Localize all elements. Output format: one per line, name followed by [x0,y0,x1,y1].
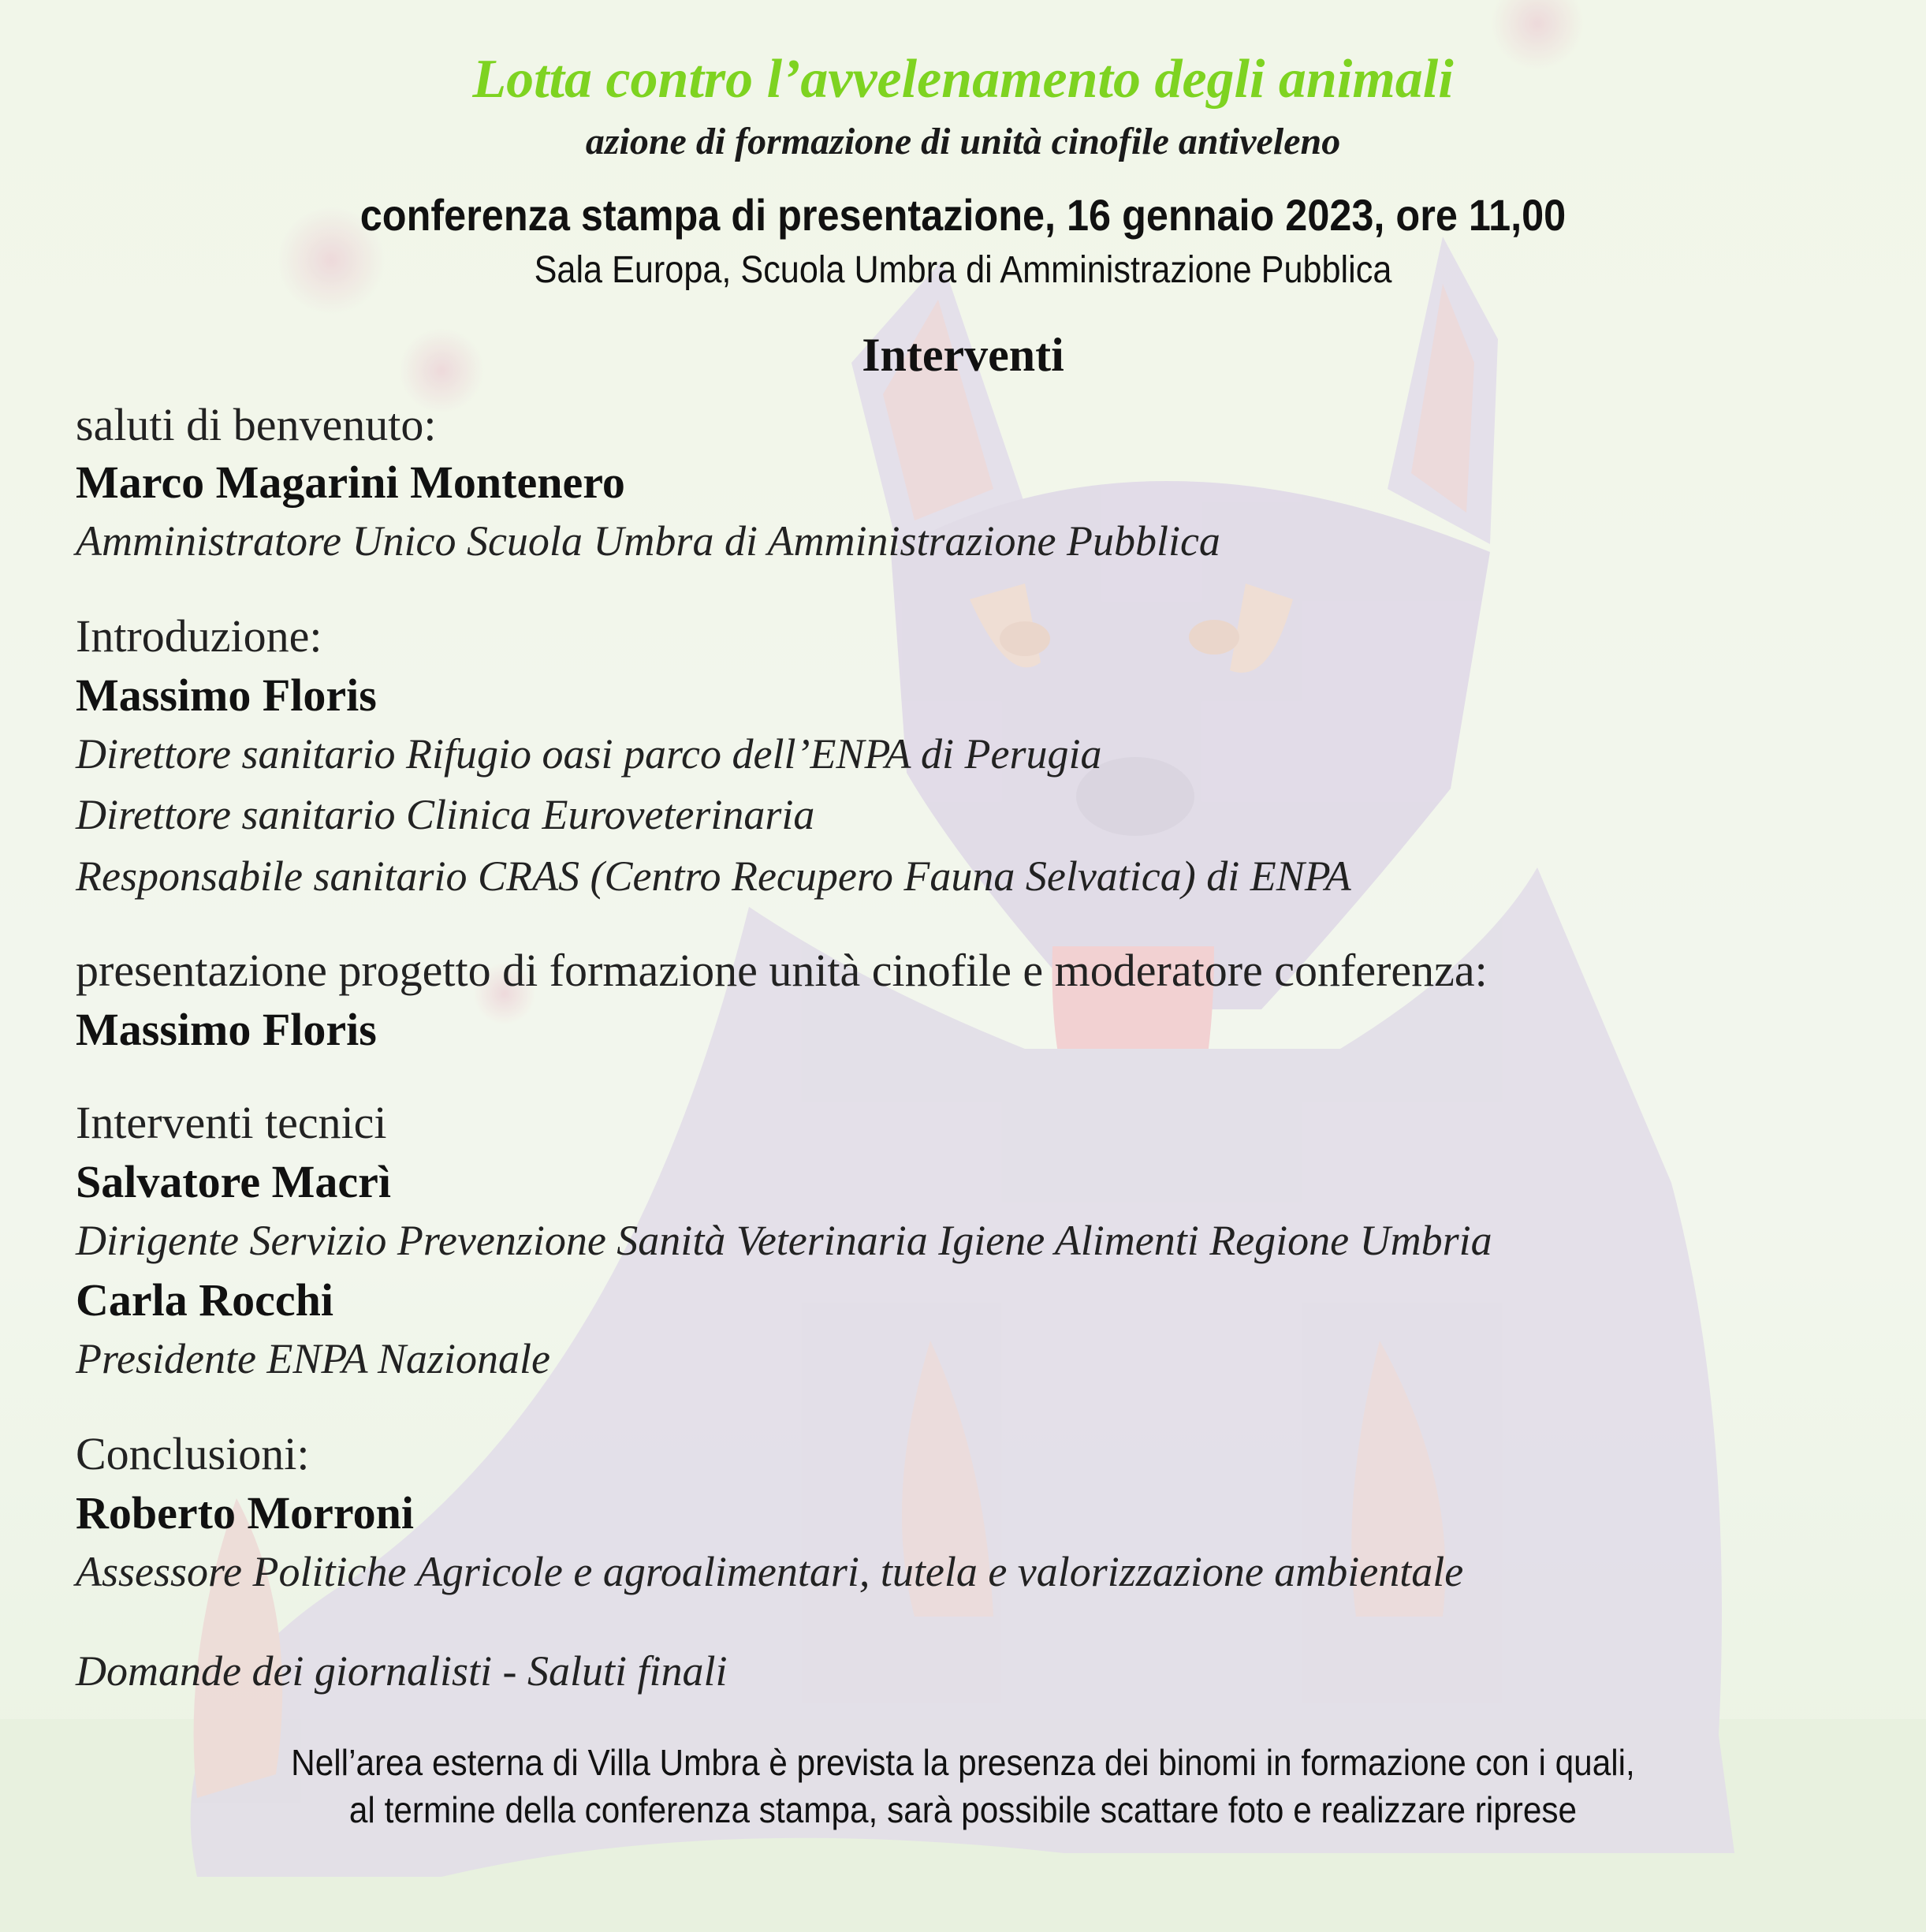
venue-info: Sala Europa, Scuola Umbra di Amministrazione Pubblica [534,249,1392,291]
technical-speaker-name-1: Salvatore Macrì [76,1156,391,1207]
conclusions-speaker-name: Roberto Morroni [76,1487,414,1539]
program-heading: Interventi [862,329,1064,381]
intro-speaker-name: Massimo Floris [76,669,377,721]
press-conference-info: conferenza stampa di presentazione, 16 gennaio 2023, ore 11,00 [359,190,1567,240]
welcome-speaker-name: Marco Magarini Montenero [76,457,625,508]
welcome-speaker-title: Amministratore Unico Scuola Umbra di Amministrazione Pubblica [76,517,1220,565]
conclusions-role: Conclusioni: [76,1428,310,1479]
intro-speaker-title-1: Direttore sanitario Rifugio oasi parco dell’ENPA di Perugia [76,730,1102,778]
intro-role: Introduzione: [76,610,322,662]
footer-note-line-1: Nell’area esterna di Villa Umbra è prevista la presenza dei binomi in formazione con i quali, [291,1742,1635,1783]
footer-note-line-2: al termine della conferenza stampa, sarà possibile scattare foto e realizzare riprese [348,1789,1578,1830]
intro-speaker-title-3: Responsabile sanitario CRAS (Centro Recupero Fauna Selvatica) di ENPA [76,852,1351,900]
flyer-title: Lotta contro l’avvelenamento degli animali [472,49,1454,110]
closing-line: Domande dei giornalisti - Saluti finali [76,1647,728,1695]
project-speaker-name: Massimo Floris [76,1004,377,1055]
technical-speaker-title-2: Presidente ENPA Nazionale [76,1335,550,1382]
welcome-role: saluti di benvenuto: [76,399,437,450]
project-role: presentazione progetto di formazione unità cinofile e moderatore conferenza: [76,945,1488,996]
flyer-subtitle: azione di formazione di unità cinofile antiveleno [585,121,1341,162]
conclusions-speaker-title: Assessore Politiche Agricole e agroalimentari, tutela e valorizzazione ambientale [76,1548,1464,1595]
technical-role: Interventi tecnici [76,1097,387,1148]
technical-speaker-name-2: Carla Rocchi [76,1274,333,1326]
intro-speaker-title-2: Direttore sanitario Clinica Euroveterinaria [76,791,815,838]
technical-speaker-title-1: Dirigente Servizio Prevenzione Sanità Veterinaria Igiene Alimenti Regione Umbria [76,1217,1492,1264]
